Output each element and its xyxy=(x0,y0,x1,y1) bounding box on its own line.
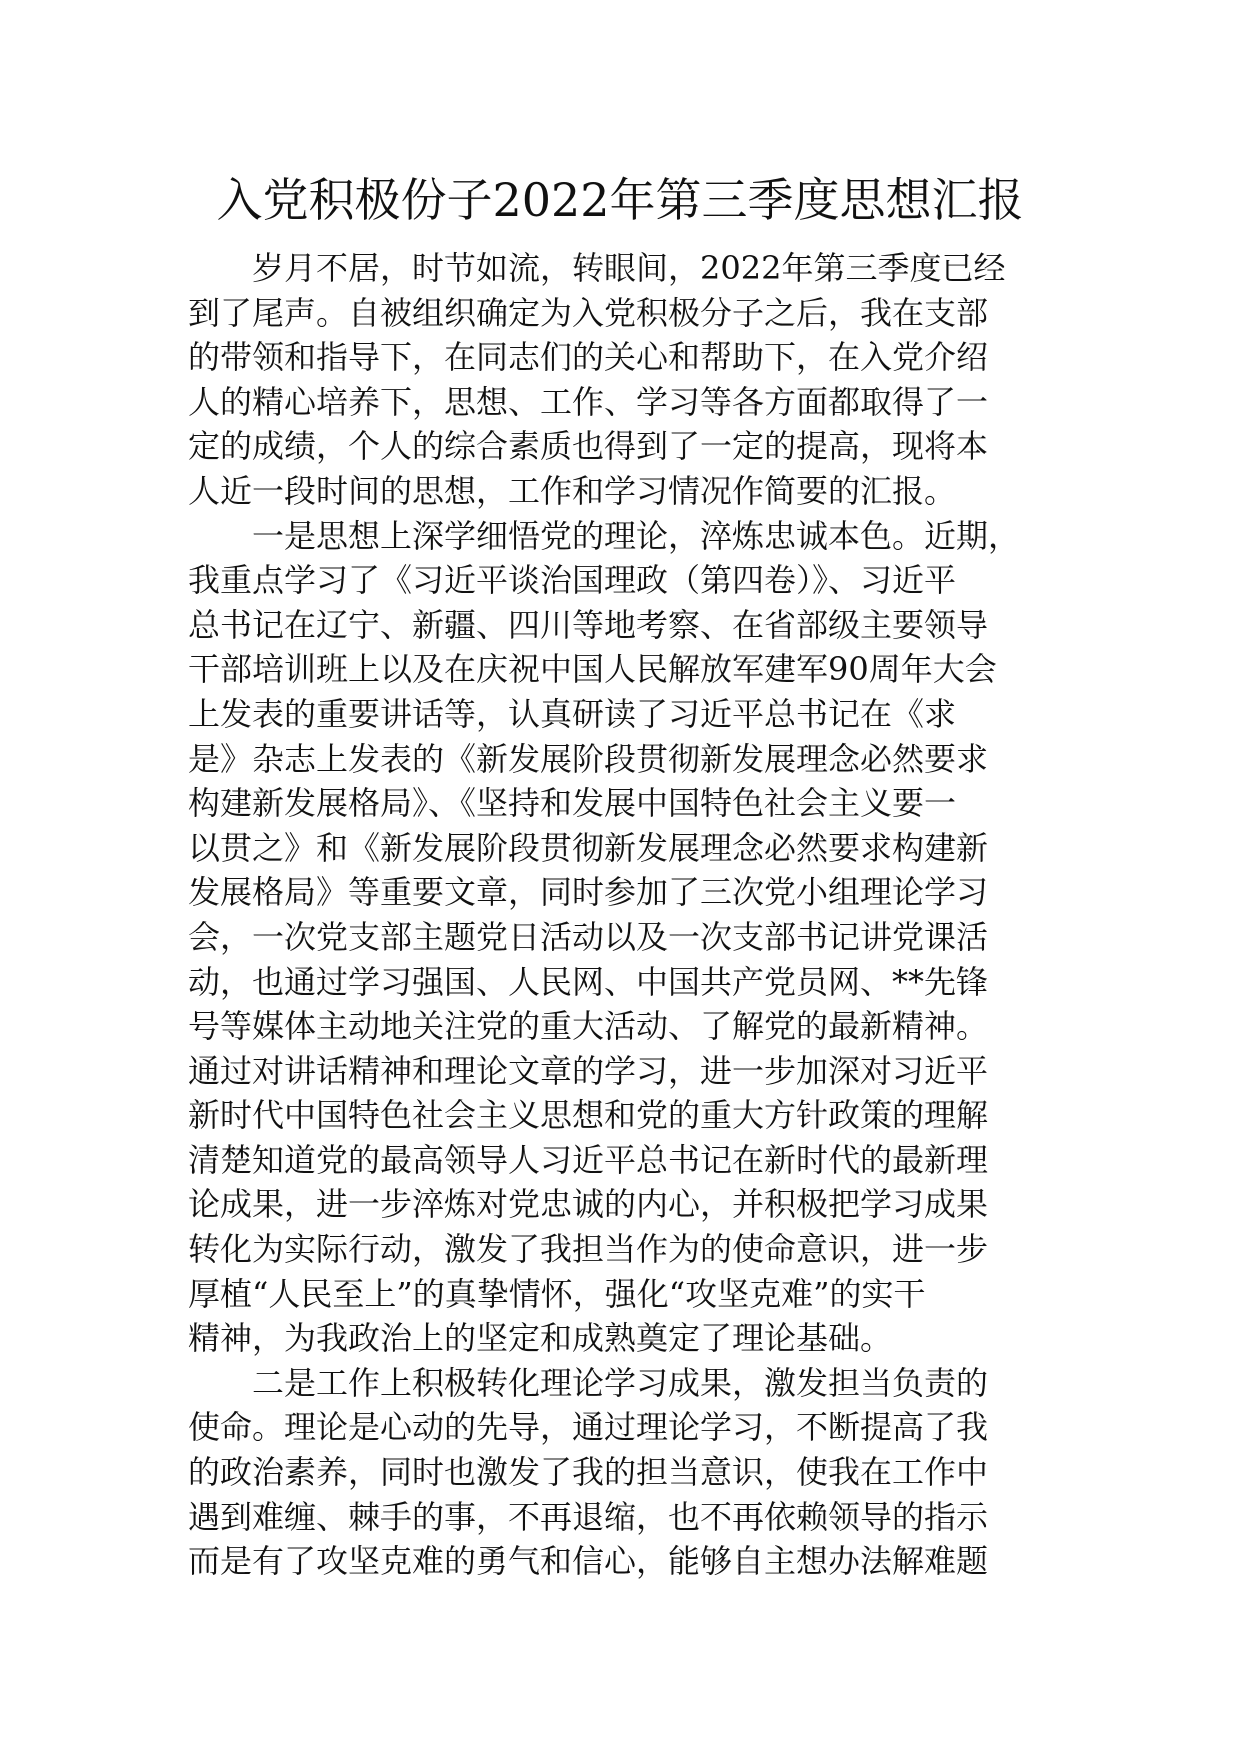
paragraph-line: 通过对讲话精神和理论文章的学习，进一步加深对习近平 xyxy=(188,1051,989,1090)
paragraph-line: 干部培训班上以及在庆祝中国人民解放军建军90周年大会 xyxy=(188,650,997,689)
paragraph-line: 定的成绩，个人的综合素质也得到了一定的提高，现将本 xyxy=(188,427,989,466)
paragraph-line: 发展格局》等重要文章，同时参加了三次党小组理论学习 xyxy=(188,873,989,912)
paragraph-line: 的政治素养，同时也激发了我的担当意识，使我在工作中 xyxy=(188,1453,989,1492)
paragraph-line: 会，一次党支部主题党日活动以及一次支部书记讲党课活 xyxy=(188,917,989,956)
paragraph-line: 号等媒体主动地关注党的重大活动、了解党的最新精神。 xyxy=(188,1007,989,1046)
paragraph-first-line: 岁月不居，时节如流，转眼间，2022年第三季度已经 xyxy=(252,249,1006,287)
paragraph-line: 遇到难缠、棘手的事，不再退缩，也不再依赖领导的指示 xyxy=(188,1497,989,1536)
paragraph-line: 转化为实际行动，激发了我担当作为的使命意识，进一步 xyxy=(188,1230,989,1269)
paragraph-line: 动，也通过学习强国、人民网、中国共产党员网、**先锋 xyxy=(188,962,989,1001)
paragraph-line: 而是有了攻坚克难的勇气和信心，能够自主想办法解难题 xyxy=(188,1542,989,1581)
paragraph-line: 使命。理论是心动的先导，通过理论学习，不断提高了我 xyxy=(188,1408,989,1447)
document-title: 入党积极份子2022年第三季度思想汇报 xyxy=(216,173,1024,227)
paragraph-line: 人的精心培养下，思想、工作、学习等各方面都取得了一 xyxy=(188,382,989,421)
paragraph-first-line: 二是工作上积极转化理论学习成果，激发担当负责的 xyxy=(252,1363,989,1402)
paragraph-line: 的带领和指导下，在同志们的关心和帮助下，在入党介绍 xyxy=(188,338,989,377)
paragraph-line: 论成果，进一步淬炼对党忠诚的内心，并积极把学习成果 xyxy=(188,1185,989,1224)
paragraph-line: 精神，为我政治上的坚定和成熟奠定了理论基础。 xyxy=(188,1319,893,1358)
paragraph-line: 厚植“人民至上”的真挚情怀，强化“攻坚克难”的实干 xyxy=(188,1274,926,1313)
paragraph-line: 人近一段时间的思想，工作和学习情况作简要的汇报。 xyxy=(188,471,957,510)
paragraph-first-line: 一是思想上深学细悟党的理论，淬炼忠诚本色。近期， xyxy=(252,516,1021,555)
paragraph-line: 以贯之》和《新发展阶段贯彻新发展理念必然要求构建新 xyxy=(188,828,989,867)
paragraph-line: 构建新发展格局》、《坚持和发展中国特色社会主义要一 xyxy=(188,784,957,823)
paragraph-line: 清楚知道党的最高领导人习近平总书记在新时代的最新理 xyxy=(188,1140,989,1179)
paragraph-line: 新时代中国特色社会主义思想和党的重大方针政策的理解 xyxy=(188,1096,989,1135)
document-body xyxy=(188,246,1068,1584)
paragraph-line: 我重点学习了《习近平谈治国理政（第四卷）》、习近平 xyxy=(188,561,957,600)
paragraph-line: 总书记在辽宁、新疆、四川等地考察、在省部级主要领导 xyxy=(188,605,989,644)
paragraph-line: 是》杂志上发表的《新发展阶段贯彻新发展理念必然要求 xyxy=(188,739,989,778)
paragraph-line: 上发表的重要讲话等，认真研读了习近平总书记在《求 xyxy=(188,694,957,733)
paragraph-line: 到了尾声。自被组织确定为入党积极分子之后，我在支部 xyxy=(188,293,989,332)
